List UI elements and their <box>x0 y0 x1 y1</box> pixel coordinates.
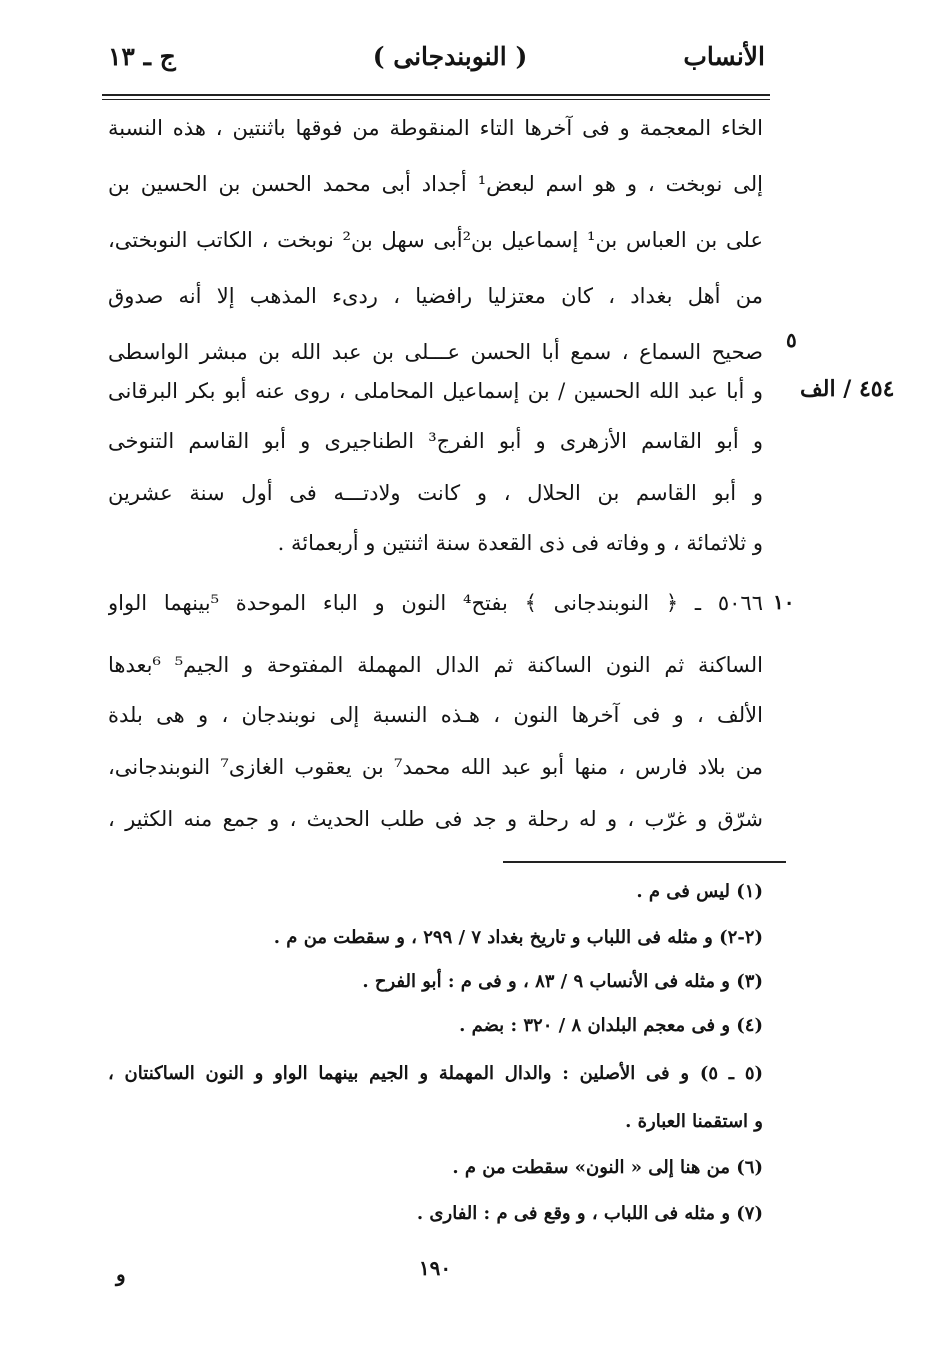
footnote: (٥ ـ ٥) و فى الأصلين : والدال المهملة و الجيم بينهما الواو و النون الساكنتان ، <box>108 1063 763 1084</box>
body-line: شرّق و غرّب ، و له رحلة و جد فى طلب الحديث ، و جمع منه الكثير ، <box>108 807 763 831</box>
body-line: و أبا عبد الله الحسين / بن إسماعيل المحاملى ، روى عنه أبو بكر البرقانى <box>108 379 763 403</box>
page-number: ١٩٠ <box>418 1256 452 1280</box>
line-number-10: ١٠ <box>773 590 795 614</box>
body-line: الألف ، و فى آخرها النون ، هـذه النسبة إلى نوبندجان ، و هى بلدة <box>108 703 763 727</box>
manuscript-folio-ref: ٤٥٤ / الف <box>800 376 895 402</box>
body-line: إلى نوبخت ، و هو اسم لبعض¹ أجداد أبى محمد الحسن بن الحسين بن <box>108 172 763 196</box>
footnote: (١) ليس فى م . <box>636 881 763 902</box>
header-rule <box>102 94 770 96</box>
body-line: و أبو القاسم بن الحلال ، و كانت ولادتـــه فى أول سنة عشرين <box>108 481 763 505</box>
footnote: (٣) و مثله فى الأنساب ٩ / ٨٣ ، و فى م : أبو الفرح . <box>362 971 763 992</box>
running-head-volume: ج ـ ١٣ <box>108 42 176 71</box>
running-head-title: الأنساب <box>683 42 765 71</box>
entry-heading-line: ٥٠٦٦ ـ ﴿ النوبندجانى ﴾ بفتح⁴ النون و الباء الموحدة ⁵بينهما الواو <box>108 591 763 615</box>
running-head-entry: ( النوبندجانى ) <box>372 42 528 71</box>
catchword: و <box>116 1262 126 1286</box>
body-line: من أهل بغداد ، كان معتزليا رافضيا ، ردىء المذهب إلا أنه صدوق <box>108 284 763 308</box>
body-line: الساكنة ثم النون الساكنة ثم الدال المهملة المفتوحة و الجيم⁵ ⁶بعدها <box>108 653 763 677</box>
body-line: على بن العباس بن¹ إسماعيل بن²أبى سهل بن² نوبخت ، الكاتب النوبختى، <box>108 228 763 252</box>
body-line: و ثلاثمائة ، و وفاته فى ذى القعدة سنة اثنتين و أربعمائة . <box>277 531 763 555</box>
footnote: (٧) و مثله فى اللباب ، و وقع فى م : الفارى . <box>416 1203 763 1224</box>
line-number-5: ٥ <box>786 328 797 352</box>
footnote-continuation: و استقمنا العبارة . <box>625 1111 763 1132</box>
footnote: (٤) و فى معجم البلدان ٨ / ٣٢٠ : بضم . <box>459 1015 763 1036</box>
body-line: من بلاد فارس ، منها أبو عبد الله محمد⁷ بن يعقوب الغازى⁷ النوبندجانى، <box>108 755 763 779</box>
body-line: الخاء المعجمة و فى آخرها التاء المنقوطة من فوقها باثنتين ، هذه النسبة <box>108 116 763 140</box>
body-line: و أبو القاسم الأزهرى و أبو الفرج³ الطناجيرى و أبو القاسم التنوخى <box>108 429 763 453</box>
footnote-rule <box>503 861 786 863</box>
footnote: (٢-٢) و مثله فى اللباب و تاريخ بغداد ٧ / ٢٩٩ ، و سقطت من م . <box>273 927 763 948</box>
footnote: (٦) من هنا إلى « النون» سقطت من م . <box>452 1157 763 1178</box>
header-rule-thin <box>102 99 770 100</box>
body-line: صحيح السماع ، سمع أبا الحسن عـــلى بن عبد الله بن مبشر الواسطى <box>108 340 763 364</box>
